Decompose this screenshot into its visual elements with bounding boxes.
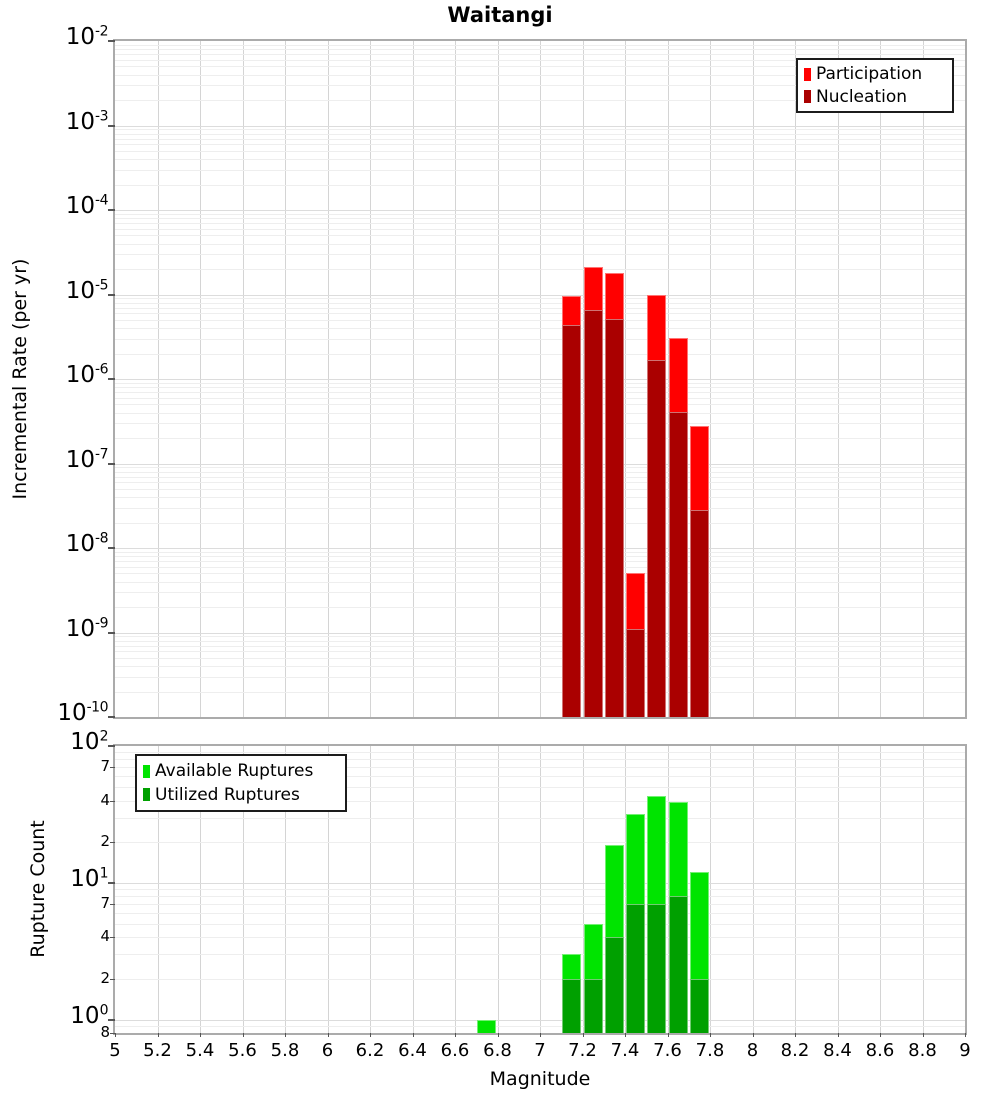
rate-axis-label: Incremental Rate (per yr) — [9, 258, 31, 500]
y-minor-tick-label: 2 — [100, 831, 110, 850]
gridline — [115, 298, 965, 299]
gridline — [115, 308, 965, 309]
y-tick — [108, 632, 115, 634]
x-tick-label: 7 — [534, 1040, 546, 1061]
x-tick — [965, 1033, 966, 1037]
x-tick-label: 6.6 — [440, 1040, 470, 1061]
y-minor-tick — [110, 767, 115, 768]
legend-item-available — [143, 761, 339, 781]
x-tick — [710, 1033, 711, 1037]
gridline — [115, 49, 965, 50]
y-tick — [108, 547, 115, 549]
gridline — [115, 913, 965, 914]
gridline — [115, 218, 965, 219]
gridline — [115, 523, 965, 524]
x-tick-label: 6 — [321, 1040, 334, 1061]
y-tick-label: $10^{-2}$ — [65, 23, 108, 50]
gridline — [115, 979, 965, 980]
gridline — [115, 477, 965, 478]
x-tick — [158, 1033, 159, 1037]
x-tick — [625, 1033, 626, 1037]
gridline — [115, 303, 965, 304]
gridline — [115, 214, 965, 215]
utilized-bar — [562, 979, 581, 1034]
gridline — [115, 692, 965, 693]
gridline — [115, 244, 965, 245]
nucleation-bar — [562, 325, 581, 717]
gridline — [115, 937, 965, 938]
x-tick — [923, 1033, 924, 1037]
utilized-bar — [669, 896, 688, 1033]
x-tick-label: 8 — [746, 1040, 759, 1061]
count-axis-label: Rupture Count — [27, 820, 49, 958]
x-tick — [753, 1033, 754, 1037]
gridline — [115, 404, 965, 405]
count-legend — [135, 754, 347, 812]
gridline — [115, 889, 965, 890]
gridline — [115, 269, 965, 270]
y-tick — [108, 378, 115, 380]
legend-label: Participation — [816, 64, 923, 85]
x-tick — [668, 1033, 669, 1037]
x-tick-label: 7.4 — [610, 1040, 640, 1061]
available-bar — [477, 1020, 496, 1033]
gridline — [115, 159, 965, 160]
y-tick-label: $10^0$ — [70, 1002, 108, 1029]
y-tick — [108, 1019, 115, 1021]
gridline — [115, 592, 965, 593]
y-minor-tick — [110, 937, 115, 938]
gridline — [115, 387, 965, 388]
gridline — [115, 1026, 965, 1027]
x-tick-label: 5.8 — [270, 1040, 300, 1061]
x-tick-label: 5.6 — [228, 1040, 257, 1061]
gridline — [115, 489, 965, 490]
gridline — [115, 842, 965, 843]
gridline — [115, 223, 965, 224]
nucleation-swatch-icon — [804, 90, 811, 103]
y-tick — [108, 125, 115, 127]
gridline — [115, 235, 965, 236]
gridline — [115, 45, 965, 46]
nucleation-bar — [690, 510, 709, 717]
gridline — [115, 641, 965, 642]
gridline — [115, 883, 965, 884]
y-minor-tick — [110, 801, 115, 802]
x-tick — [285, 1033, 286, 1037]
gridline — [115, 467, 965, 468]
utilized-bar — [626, 904, 645, 1033]
gridline — [115, 354, 965, 355]
x-tick — [455, 1033, 456, 1037]
y-tick — [108, 716, 115, 718]
y-tick — [108, 40, 115, 42]
gridline — [115, 423, 965, 424]
utilized-bar — [647, 904, 666, 1033]
gridline — [115, 339, 965, 340]
gridline — [115, 472, 965, 473]
gridline — [115, 567, 965, 568]
gridline — [115, 398, 965, 399]
y-minor-tick-label: 4 — [100, 790, 110, 809]
y-tick — [108, 294, 115, 296]
gridline — [115, 666, 965, 667]
x-tick — [540, 1033, 541, 1037]
gridline — [115, 1020, 965, 1021]
gridline — [115, 497, 965, 498]
legend-label: Utilized Ruptures — [155, 784, 300, 805]
x-tick — [838, 1033, 839, 1037]
legend-item-nucleation — [804, 87, 946, 107]
gridline — [115, 295, 965, 296]
y-minor-tick-label: 7 — [100, 894, 110, 913]
y-minor-tick-label: 4 — [100, 927, 110, 946]
x-tick-label: 6.2 — [355, 1040, 385, 1061]
x-tick — [498, 1033, 499, 1037]
x-tick — [328, 1033, 329, 1037]
magnitude-axis-label: Magnitude — [489, 1068, 591, 1090]
legend-label: Nucleation — [816, 86, 908, 107]
x-tick — [200, 1033, 201, 1037]
gridline — [115, 636, 965, 637]
y-tick-label: $10^{-8}$ — [65, 530, 108, 557]
y-tick — [108, 745, 115, 747]
gridline — [115, 818, 965, 819]
gridline — [115, 54, 965, 55]
gridline — [115, 328, 965, 329]
gridline — [115, 144, 965, 145]
utilized-bar — [605, 937, 624, 1033]
gridline — [115, 633, 965, 634]
gridline — [115, 151, 965, 152]
gridline — [115, 129, 965, 130]
x-tick-label: 5.2 — [143, 1040, 172, 1061]
x-tick-label: 8.4 — [823, 1040, 852, 1061]
gridline — [115, 438, 965, 439]
gridline — [115, 556, 965, 557]
x-tick-label: 8.2 — [780, 1040, 810, 1061]
legend-item-utilized — [143, 785, 339, 805]
gridline — [115, 134, 965, 135]
y-minor-tick-label: 8 — [100, 1023, 110, 1041]
nucleation-bar — [605, 319, 624, 717]
x-tick — [115, 1033, 116, 1037]
gridline — [115, 139, 965, 140]
x-tick-label: 6.8 — [483, 1040, 512, 1061]
x-tick-label: 5.4 — [185, 1040, 215, 1061]
x-tick-label: 8.6 — [865, 1040, 895, 1061]
gridline — [115, 379, 965, 380]
y-minor-tick-label: 2 — [100, 968, 110, 987]
x-tick-label: 7.8 — [695, 1040, 725, 1061]
legend-item-participation — [804, 64, 946, 84]
gridline — [115, 552, 965, 553]
gridline — [115, 126, 965, 127]
nucleation-bar — [669, 412, 688, 717]
utilized-swatch-icon — [143, 788, 150, 801]
gridline — [115, 229, 965, 230]
gridline — [115, 607, 965, 608]
gridline — [115, 320, 965, 321]
gridline — [115, 383, 965, 384]
y-tick-label: $10^{-3}$ — [65, 107, 108, 135]
gridline — [115, 573, 965, 574]
nucleation-bar — [626, 629, 645, 717]
x-tick — [583, 1033, 584, 1037]
gridline — [115, 464, 965, 465]
legend-label: Available Ruptures — [155, 761, 314, 782]
y-minor-tick — [110, 979, 115, 980]
utilized-bar — [690, 979, 709, 1034]
y-tick-label: $10^{-5}$ — [65, 276, 108, 304]
x-tick — [370, 1033, 371, 1037]
y-tick — [108, 209, 115, 211]
gridline — [115, 924, 965, 925]
gridline — [115, 482, 965, 483]
y-tick-label: $10^{-6}$ — [65, 361, 108, 388]
gridline — [115, 904, 965, 905]
gridline — [115, 185, 965, 186]
gridline — [115, 210, 965, 211]
x-tick-label: 7.2 — [568, 1040, 597, 1061]
y-tick-label: $10^2$ — [70, 728, 108, 755]
gridline — [115, 170, 965, 171]
y-tick-label: $10^{-4}$ — [65, 192, 108, 219]
y-minor-tick-label: 7 — [100, 757, 110, 776]
x-tick-label: 7.6 — [653, 1040, 682, 1061]
x-tick-label: 5 — [109, 1040, 121, 1061]
gridline — [115, 561, 965, 562]
gridline — [115, 413, 965, 414]
utilized-bar — [584, 979, 603, 1034]
x-tick — [795, 1033, 796, 1037]
gridline — [115, 582, 965, 583]
y-tick-label: $10^{-7}$ — [65, 445, 108, 473]
gridline — [115, 508, 965, 509]
x-tick-label: 8.8 — [908, 1040, 937, 1061]
gridline — [115, 954, 965, 955]
chart-title: Waitangi — [447, 3, 553, 27]
y-tick-label: $10^1$ — [70, 865, 108, 892]
y-minor-tick — [110, 842, 115, 843]
y-minor-tick — [110, 904, 115, 905]
y-tick-label: $10^{-10}$ — [57, 699, 108, 726]
x-tick — [880, 1033, 881, 1037]
y-tick — [108, 882, 115, 884]
gridline — [115, 651, 965, 652]
gridline — [115, 548, 965, 549]
gridline — [115, 646, 965, 647]
gridline — [115, 896, 965, 897]
x-tick-label: 9 — [959, 1040, 971, 1061]
available-swatch-icon — [143, 765, 150, 778]
gridline — [115, 254, 965, 255]
y-tick-label: $10^{-9}$ — [65, 614, 108, 642]
rate-legend — [796, 58, 954, 113]
nucleation-bar — [647, 360, 666, 718]
nucleation-bar — [584, 310, 603, 717]
y-tick — [108, 463, 115, 465]
x-tick — [413, 1033, 414, 1037]
x-tick — [243, 1033, 244, 1037]
gridline — [115, 677, 965, 678]
x-tick-label: 6.4 — [398, 1040, 427, 1061]
gridline — [115, 658, 965, 659]
participation-swatch-icon — [804, 68, 811, 81]
gridline — [115, 313, 965, 314]
gridline — [115, 392, 965, 393]
